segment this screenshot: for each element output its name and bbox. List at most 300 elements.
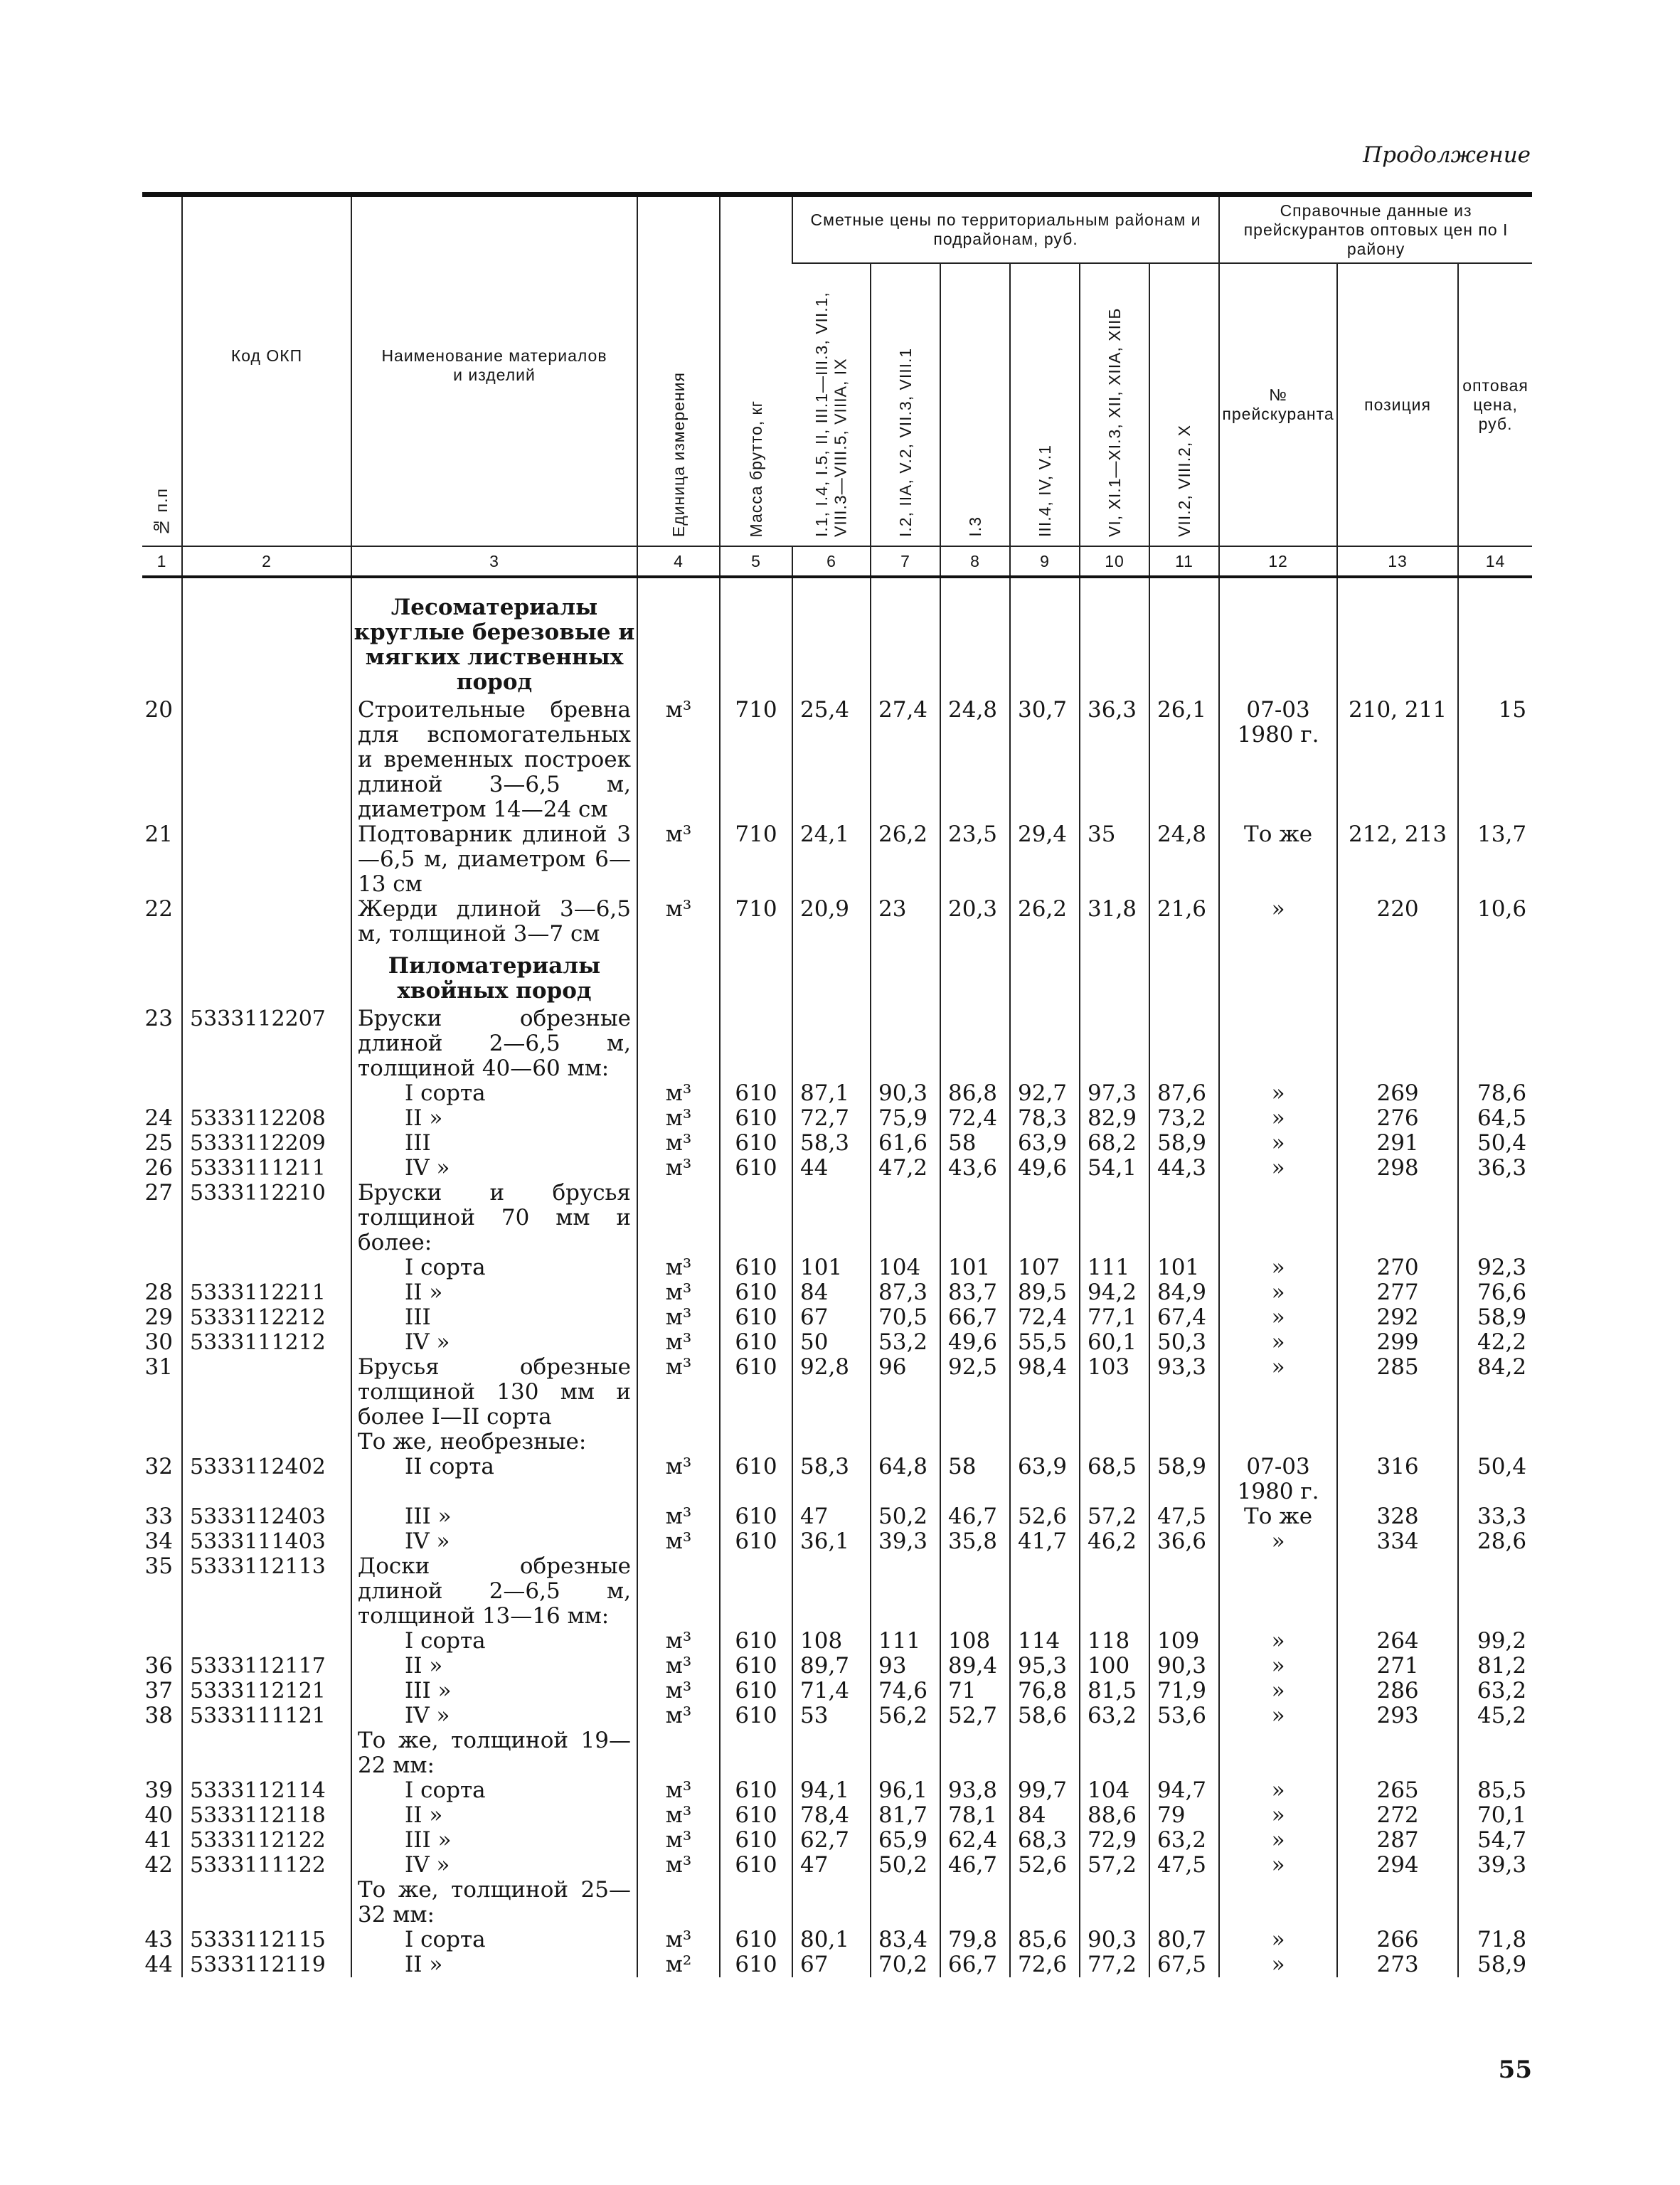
material-name-text: II » <box>405 1653 443 1679</box>
section-title: Пиломатериалы хвойных пород <box>351 947 637 1006</box>
col-region-9: III.4, IV, V.1 <box>1010 263 1080 546</box>
wholesale-price: 76,6 <box>1458 1280 1532 1305</box>
material-name-text: То же, необрезные: <box>358 1429 587 1455</box>
table-row <box>142 1355 1532 1430</box>
unit <box>637 1728 720 1778</box>
column-number: 9 <box>1010 546 1080 577</box>
mass: 610 <box>720 1928 792 1952</box>
cell-empty <box>871 947 940 1006</box>
okp-code <box>182 1255 351 1280</box>
table-row <box>142 1778 1532 1803</box>
row-number: 31 <box>144 1354 173 1380</box>
unit: м³ <box>637 1928 720 1952</box>
region-price: 78,3 <box>1010 1106 1080 1131</box>
region-price: 24,8 <box>940 698 1010 822</box>
material-name <box>351 1778 637 1803</box>
price-list-number: » <box>1219 1280 1337 1305</box>
region-price: 72,4 <box>1010 1305 1080 1330</box>
wholesale-price: 45,2 <box>1458 1703 1532 1728</box>
mass: 610 <box>720 1455 792 1504</box>
region-price: 49,6 <box>940 1330 1010 1355</box>
material-name-text: III <box>405 1130 431 1156</box>
cell-empty <box>1010 588 1080 698</box>
position: 298 <box>1337 1156 1458 1181</box>
region-price: 83,4 <box>871 1928 940 1952</box>
table-row <box>142 1803 1532 1828</box>
position: 212, 213 <box>1337 822 1458 897</box>
region-price: 87,3 <box>871 1280 940 1305</box>
table-row <box>142 1081 1532 1106</box>
mass <box>720 1728 792 1778</box>
col-region-11: VII.2, VIII.2, X <box>1149 263 1219 546</box>
mass: 710 <box>720 698 792 822</box>
region-price: 101 <box>940 1255 1010 1280</box>
price-list-number: » <box>1219 1928 1337 1952</box>
region-price: 52,6 <box>1010 1504 1080 1529</box>
group-reference-header: Справочные данные из прейскурантов оптовых цен по I району <box>1219 195 1532 264</box>
region-price: 52,7 <box>940 1703 1010 1728</box>
wholesale-price: 42,2 <box>1458 1330 1532 1355</box>
region-price: 101 <box>1149 1255 1219 1280</box>
region-price <box>1080 1006 1149 1081</box>
col-unit-header: Единица измерения <box>637 195 720 547</box>
table-row <box>142 1629 1532 1654</box>
row-number: 27 <box>144 1180 173 1206</box>
mass: 710 <box>720 822 792 897</box>
material-name-text: II » <box>405 1280 443 1305</box>
wholesale-price: 81,2 <box>1458 1654 1532 1679</box>
region-price: 43,6 <box>940 1156 1010 1181</box>
column-number: 12 <box>1219 546 1337 577</box>
material-name-text: IV » <box>405 1852 450 1878</box>
unit: м³ <box>637 1629 720 1654</box>
material-name-text: III » <box>405 1827 452 1853</box>
region-price: 93,8 <box>940 1778 1010 1803</box>
wholesale-price: 58,9 <box>1458 1305 1532 1330</box>
region-price: 82,9 <box>1080 1106 1149 1131</box>
table-row <box>142 1554 1532 1629</box>
row-number: 32 <box>144 1454 173 1479</box>
row-number: 42 <box>144 1852 173 1878</box>
column-numbers-row <box>142 546 1532 577</box>
price-list-number: То же <box>1219 822 1337 897</box>
region-price <box>1149 1554 1219 1629</box>
okp-code: 5333112119 <box>182 1952 351 1977</box>
region-price: 47,5 <box>1149 1853 1219 1878</box>
table-row <box>142 1679 1532 1703</box>
okp-code: 5333112211 <box>182 1280 351 1305</box>
region-price <box>792 1181 871 1255</box>
region-price: 68,3 <box>1010 1828 1080 1853</box>
region-price <box>940 1181 1010 1255</box>
okp-code <box>182 1355 351 1430</box>
region-price <box>792 1006 871 1081</box>
unit <box>637 1430 720 1455</box>
region-price: 56,2 <box>871 1703 940 1728</box>
region-price: 92,5 <box>940 1355 1010 1430</box>
region-price <box>1010 1728 1080 1778</box>
row-number: 33 <box>144 1504 173 1529</box>
row-number: 28 <box>144 1280 173 1305</box>
region-price <box>1080 1181 1149 1255</box>
material-name-text: Подтоварник длиной 3—6,5 м, диаметром 6—13 см <box>358 822 631 897</box>
region-price <box>940 1006 1010 1081</box>
cell-empty <box>1149 947 1219 1006</box>
material-name <box>351 1305 637 1330</box>
region-price: 107 <box>1010 1255 1080 1280</box>
position: 292 <box>1337 1305 1458 1330</box>
region-price: 58 <box>940 1131 1010 1156</box>
mass: 610 <box>720 1828 792 1853</box>
region-price: 50,2 <box>871 1853 940 1878</box>
row-number: 22 <box>144 896 173 922</box>
region-price <box>792 1878 871 1928</box>
region-price: 78,4 <box>792 1803 871 1828</box>
region-price: 74,6 <box>871 1679 940 1703</box>
table-row <box>142 1828 1532 1853</box>
material-name <box>351 1529 637 1554</box>
unit: м³ <box>637 1828 720 1853</box>
table-row <box>142 1853 1532 1878</box>
region-price: 90,3 <box>871 1081 940 1106</box>
region-price: 53,6 <box>1149 1703 1219 1728</box>
table-row <box>142 1106 1532 1131</box>
region-price: 90,3 <box>1080 1928 1149 1952</box>
position: 294 <box>1337 1853 1458 1878</box>
mass: 610 <box>720 1853 792 1878</box>
mass: 610 <box>720 1952 792 1977</box>
region-price: 73,2 <box>1149 1106 1219 1131</box>
material-name-text: IV » <box>405 1155 450 1181</box>
region-price: 29,4 <box>1010 822 1080 897</box>
cell-empty <box>182 588 351 698</box>
wholesale-price: 71,8 <box>1458 1928 1532 1952</box>
region-price: 24,1 <box>792 822 871 897</box>
unit: м³ <box>637 1255 720 1280</box>
region-price: 70,2 <box>871 1952 940 1977</box>
wholesale-price: 50,4 <box>1458 1455 1532 1504</box>
price-list-number <box>1219 1878 1337 1928</box>
region-price: 104 <box>871 1255 940 1280</box>
material-name <box>351 897 637 947</box>
table-row <box>142 1952 1532 1977</box>
material-name-text: II » <box>405 1802 443 1828</box>
region-price <box>940 1554 1010 1629</box>
row-number: 24 <box>144 1105 173 1131</box>
position: 287 <box>1337 1828 1458 1853</box>
region-price: 95,3 <box>1010 1654 1080 1679</box>
material-name <box>351 1703 637 1728</box>
position <box>1337 1006 1458 1081</box>
material-name-text: IV » <box>405 1703 450 1728</box>
region-price: 30,7 <box>1010 698 1080 822</box>
column-number: 8 <box>940 546 1010 577</box>
column-number: 2 <box>182 546 351 577</box>
okp-code: 5333111121 <box>182 1703 351 1728</box>
col-region-8: I.3 <box>940 263 1010 546</box>
price-list-number: » <box>1219 897 1337 947</box>
position: 271 <box>1337 1654 1458 1679</box>
region-price: 72,6 <box>1010 1952 1080 1977</box>
position: 210, 211 <box>1337 698 1458 822</box>
okp-code: 5333112115 <box>182 1928 351 1952</box>
okp-code: 5333112209 <box>182 1131 351 1156</box>
okp-code: 5333112208 <box>182 1106 351 1131</box>
mass <box>720 1006 792 1081</box>
region-price <box>1149 1181 1219 1255</box>
okp-code: 5333112114 <box>182 1778 351 1803</box>
wholesale-price: 58,9 <box>1458 1952 1532 1977</box>
unit <box>637 1006 720 1081</box>
region-price: 108 <box>792 1629 871 1654</box>
price-list-number: » <box>1219 1081 1337 1106</box>
region-price <box>940 1728 1010 1778</box>
region-price <box>792 1728 871 1778</box>
region-price: 92,8 <box>792 1355 871 1430</box>
region-price: 87,6 <box>1149 1081 1219 1106</box>
material-name-text: Брусья обрезные толщиной 130 мм и более I—II сорта <box>358 1354 631 1430</box>
okp-code: 5333112117 <box>182 1654 351 1679</box>
cell-empty <box>142 947 182 1006</box>
okp-code: 5333112210 <box>182 1181 351 1255</box>
price-list-number: » <box>1219 1305 1337 1330</box>
region-price: 67,4 <box>1149 1305 1219 1330</box>
region-price <box>871 1878 940 1928</box>
material-name <box>351 1131 637 1156</box>
material-name <box>351 1504 637 1529</box>
region-price: 23,5 <box>940 822 1010 897</box>
region-price: 70,5 <box>871 1305 940 1330</box>
column-number: 5 <box>720 546 792 577</box>
region-price <box>792 1430 871 1455</box>
region-price: 46,7 <box>940 1504 1010 1529</box>
unit: м³ <box>637 1455 720 1504</box>
price-list-number: » <box>1219 1131 1337 1156</box>
region-price: 68,5 <box>1080 1455 1149 1504</box>
price-list-number <box>1219 1728 1337 1778</box>
unit: м³ <box>637 1654 720 1679</box>
row-number: 34 <box>144 1529 173 1554</box>
price-list-number: » <box>1219 1156 1337 1181</box>
wholesale-price: 13,7 <box>1458 822 1532 897</box>
okp-code: 5333112121 <box>182 1679 351 1703</box>
region-price: 63,2 <box>1149 1828 1219 1853</box>
position: 286 <box>1337 1679 1458 1703</box>
region-price: 44,3 <box>1149 1156 1219 1181</box>
region-price: 89,5 <box>1010 1280 1080 1305</box>
region-price: 77,2 <box>1080 1952 1149 1977</box>
price-list-number: » <box>1219 1255 1337 1280</box>
unit: м³ <box>637 1504 720 1529</box>
okp-code: 5333111403 <box>182 1529 351 1554</box>
price-list-number: То же <box>1219 1504 1337 1529</box>
wholesale-price: 39,3 <box>1458 1853 1532 1878</box>
column-number: 1 <box>142 546 182 577</box>
cell-empty <box>792 947 871 1006</box>
okp-code <box>182 1081 351 1106</box>
cell-empty <box>940 947 1010 1006</box>
material-name <box>351 1156 637 1181</box>
region-price: 46,2 <box>1080 1529 1149 1554</box>
region-price: 81,5 <box>1080 1679 1149 1703</box>
region-price: 35 <box>1080 822 1149 897</box>
mass: 610 <box>720 1629 792 1654</box>
col-wholesale: оптовая цена, руб. <box>1458 263 1532 546</box>
unit: м³ <box>637 822 720 897</box>
region-price: 101 <box>792 1255 871 1280</box>
wholesale-price: 63,2 <box>1458 1679 1532 1703</box>
col-price-list: № прейскуранта <box>1219 263 1337 546</box>
table-row <box>142 822 1532 897</box>
region-price: 89,4 <box>940 1654 1010 1679</box>
position: 316 <box>1337 1455 1458 1504</box>
row-number: 41 <box>144 1827 173 1853</box>
region-price <box>1010 1006 1080 1081</box>
region-price: 90,3 <box>1149 1654 1219 1679</box>
position: 277 <box>1337 1280 1458 1305</box>
region-price: 52,6 <box>1010 1853 1080 1878</box>
continuation-label: Продолжение <box>1363 142 1531 168</box>
price-list-number: » <box>1219 1778 1337 1803</box>
table-row <box>142 1455 1532 1504</box>
material-name-text: II » <box>405 1105 443 1131</box>
okp-code <box>182 1878 351 1928</box>
mass: 610 <box>720 1355 792 1430</box>
unit <box>637 1878 720 1928</box>
okp-code <box>182 698 351 822</box>
region-price: 72,7 <box>792 1106 871 1131</box>
row-number: 20 <box>144 697 173 723</box>
region-price <box>871 1728 940 1778</box>
cell-empty <box>720 947 792 1006</box>
region-price: 58 <box>940 1455 1010 1504</box>
region-price: 65,9 <box>871 1828 940 1853</box>
region-price: 41,7 <box>1010 1529 1080 1554</box>
unit: м³ <box>637 1853 720 1878</box>
region-price: 72,9 <box>1080 1828 1149 1853</box>
okp-code: 5333112122 <box>182 1828 351 1853</box>
region-price: 60,1 <box>1080 1330 1149 1355</box>
material-name <box>351 698 637 822</box>
region-price: 39,3 <box>871 1529 940 1554</box>
cell-empty <box>1458 947 1532 1006</box>
okp-code: 5333112118 <box>182 1803 351 1828</box>
table-row <box>142 1878 1532 1928</box>
okp-code: 5333111212 <box>182 1330 351 1355</box>
mass <box>720 1554 792 1629</box>
row-number <box>142 1878 182 1928</box>
region-price: 81,7 <box>871 1803 940 1828</box>
region-price: 118 <box>1080 1629 1149 1654</box>
position <box>1337 1728 1458 1778</box>
region-price: 94,7 <box>1149 1778 1219 1803</box>
material-name <box>351 1679 637 1703</box>
position: 299 <box>1337 1330 1458 1355</box>
position: 220 <box>1337 897 1458 947</box>
region-price: 47 <box>792 1853 871 1878</box>
col-no-header: № п.п <box>142 195 182 547</box>
region-price: 111 <box>871 1629 940 1654</box>
table-row <box>142 1703 1532 1728</box>
position: 328 <box>1337 1504 1458 1529</box>
region-price: 27,4 <box>871 698 940 822</box>
material-name <box>351 1330 637 1355</box>
material-name <box>351 1654 637 1679</box>
table-row <box>142 1156 1532 1181</box>
cell-empty <box>142 588 182 698</box>
unit: м³ <box>637 1778 720 1803</box>
material-name-text: II сорта <box>405 1454 494 1479</box>
region-price <box>1010 1878 1080 1928</box>
region-price: 23 <box>871 897 940 947</box>
wholesale-price: 50,4 <box>1458 1131 1532 1156</box>
position <box>1337 1554 1458 1629</box>
region-price: 20,3 <box>940 897 1010 947</box>
cell-empty <box>1219 947 1337 1006</box>
mass: 610 <box>720 1778 792 1803</box>
region-price: 62,7 <box>792 1828 871 1853</box>
unit: м³ <box>637 1529 720 1554</box>
price-list-number: » <box>1219 1654 1337 1679</box>
mass: 610 <box>720 1156 792 1181</box>
column-number: 7 <box>871 546 940 577</box>
mass: 610 <box>720 1131 792 1156</box>
unit: м³ <box>637 897 720 947</box>
unit <box>637 1554 720 1629</box>
wholesale-price: 64,5 <box>1458 1106 1532 1131</box>
region-price: 50 <box>792 1330 871 1355</box>
region-price: 58,9 <box>1149 1131 1219 1156</box>
table-row <box>142 1006 1532 1081</box>
region-price: 36,3 <box>1080 698 1149 822</box>
cell-empty <box>1080 588 1149 698</box>
position: 269 <box>1337 1081 1458 1106</box>
price-list-number <box>1219 1006 1337 1081</box>
material-name <box>351 1081 637 1106</box>
region-price: 68,2 <box>1080 1131 1149 1156</box>
region-price: 25,4 <box>792 698 871 822</box>
material-name-text: III <box>405 1304 431 1330</box>
region-price <box>871 1181 940 1255</box>
mass: 610 <box>720 1703 792 1728</box>
row-number: 39 <box>144 1777 173 1803</box>
okp-code: 5333112402 <box>182 1455 351 1504</box>
unit: м³ <box>637 1330 720 1355</box>
region-price: 114 <box>1010 1629 1080 1654</box>
section-title: Лесоматериалы круглые березовые и мягких лиственных пород <box>351 588 637 698</box>
price-list-number: » <box>1219 1355 1337 1430</box>
region-price: 75,9 <box>871 1106 940 1131</box>
row-number: 36 <box>144 1653 173 1679</box>
row-number: 23 <box>144 1006 173 1031</box>
okp-code: 5333112403 <box>182 1504 351 1529</box>
okp-code <box>182 897 351 947</box>
material-name <box>351 1455 637 1504</box>
table-row <box>142 1504 1532 1529</box>
unit: м³ <box>637 1679 720 1703</box>
region-price: 24,8 <box>1149 822 1219 897</box>
region-price: 71,4 <box>792 1679 871 1703</box>
region-price: 86,8 <box>940 1081 1010 1106</box>
section-row <box>142 947 1532 1006</box>
material-name-text: IV » <box>405 1329 450 1355</box>
cell-empty <box>1337 947 1458 1006</box>
position <box>1337 1181 1458 1255</box>
region-price: 53 <box>792 1703 871 1728</box>
wholesale-price <box>1458 1006 1532 1081</box>
region-price: 84 <box>1010 1803 1080 1828</box>
table-body <box>142 588 1532 1977</box>
